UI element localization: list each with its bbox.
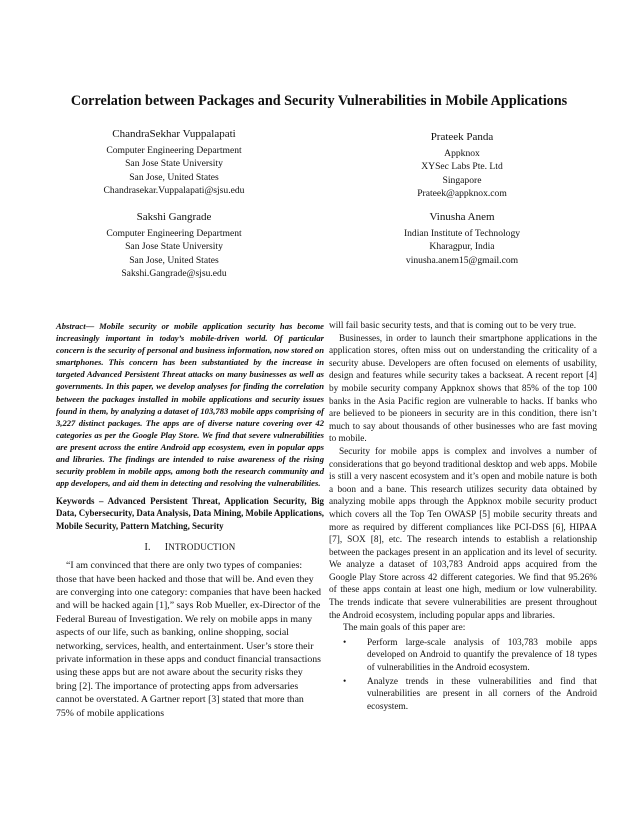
author-block-1: [64, 128, 284, 197]
keywords: Keywords – Advanced Persistent Threat, Application Security, Big Data, Cybersecurity, Data Analysis, Data Mining, Mobile Applications, Mobile Security, Pattern Matching, Security: [56, 496, 324, 531]
paper-title: Correlation between Packages and Security Vulnerabilities in Mobile Applications: [70, 93, 568, 109]
author-email: Chandrasekar.Vuppalapati@sjsu.edu: [103, 184, 245, 196]
bullet: •: [343, 637, 347, 648]
list-item: [343, 676, 597, 714]
paragraph: Businesses, in order to launch their smartphone applications in the application stores, often miss out on understanding the criticality of a security abuse. Developers are often focused on elements of usability, design and features while security takes a backseat. A recent report [4] by mobile security company Appknox shows that 85% of the top 100 banks in the Asia Pacific region are vulnerable to hacks. If banks who are believed to be pioneers in security are in this condition, there isn’t much to say about thousands of other businesses who are fast moving to mobile.: [329, 333, 597, 445]
list-item-text: Perform large-scale analysis of 103,783 mobile apps developed on Android to quantify the prevalence of 18 types of vulnerabilities in the Android ecosystem.: [367, 637, 597, 674]
section-title-rest: NTRODUCTION: [168, 541, 236, 552]
author-affiliation: Computer Engineering Department: [106, 228, 242, 240]
author-name: Sakshi Gangrade: [136, 211, 212, 223]
author-affiliation: Appknox: [444, 148, 480, 160]
author-name: Prateek Panda: [430, 131, 494, 143]
author-affiliation: Computer Engineering Department: [106, 145, 242, 157]
author-affiliation: San Jose State University: [125, 241, 223, 253]
author-affiliation: Indian Institute of Technology: [403, 228, 521, 240]
section-number: I.: [144, 541, 151, 553]
author-name: Vinusha Anem: [429, 211, 495, 223]
author-email: Sakshi.Gangrade@sjsu.edu: [121, 267, 227, 279]
author-affiliation: San Jose State University: [125, 158, 223, 170]
bullet: •: [343, 676, 347, 687]
goals-list: [329, 637, 597, 714]
paragraph: will fail basic security tests, and that is coming out to be very true.: [329, 321, 577, 331]
right-column: [329, 320, 597, 714]
author-affiliation: San Jose, United States: [129, 171, 219, 183]
author-affiliation: XYSec Labs Pte. Ltd: [421, 161, 503, 173]
goals-intro: The main goals of this paper are:: [343, 623, 466, 634]
author-email: vinusha.anem15@gmail.com: [405, 254, 519, 266]
author-affiliation: Kharagpur, India: [429, 241, 495, 253]
author-name: ChandraSekhar Vuppalapati: [112, 128, 236, 140]
list-item-text: Analyze trends in these vulnerabilities and find that vulnerabilities are present in all corners of the Android ecosystem.: [367, 676, 597, 712]
section-heading: [56, 541, 324, 555]
intro-paragraph: “I am convinced that there are only two types of companies: those that have been hacked and those that will be. And even they are converging into one category: companies that have been hacked and will be hacked again [1],” says Rob Mueller, ex-Director of the Federal Bureau of Investigation. We rely on mobile apps in many aspects of our life, such as banking, online shopping, social networking, services, health, and entertainment. User’s store their private information in these apps and conduct financial transactions using these apps but are not aware about the security risks they bring [2]. The importance of protecting apps from adversaries cannot be overstated. A Gartner report [3] stated that more than 75% of mobile applications: [56, 560, 322, 719]
author-email: Prateek@appknox.com: [417, 187, 507, 199]
list-item: [343, 637, 597, 675]
left-column: [56, 320, 324, 720]
author-affiliation: Singapore: [442, 174, 482, 186]
author-block-3: [64, 211, 284, 280]
abstract: Abstract— Mobile security or mobile application security has become increasingly important in today’s mobile-driven world. Of particular concern is the security of personal and business information, now stored on smartphones. This concern has been substantiated by the increase in targeted Advanced Persistent Threat attacks on many businesses as well as governments. In this paper, we develop analyses for finding the correlation between the packages installed in mobile applications and security issues found in them, by analyzing a dataset of 103,783 mobile apps comprising of 3,227 distinct packages. The apps are of diverse nature covering over 42 categories as per the Google Play Store. We find that severe vulnerabilities are present across the entire Android app ecosystem, even in popular apps and libraries. The findings are intended to raise awareness of the rising security problem in mobile apps, among both the research community and app developers, and aid them in detecting and resolving the vulnerabilities.: [56, 321, 324, 489]
paragraph: Security for mobile apps is complex and involves a number of considerations that go beyond traditional desktop and web apps. Mobile is still a very nascent ecosystem and it’s open and mobile nature is both a boon and a bane. This research utilizes security data obtained by analyzing mobile apps through the Appknox mobile security product which covers all the Top Ten OWASP [5] mobile security threats and more as required by different compliances like PCI-DSS [6], HIPAA [7], SOX [8], etc. The research intends to establish a relationship between the packages present in an application and its level of security. We analyze a dataset of 103,783 Android apps acquired from the Google Play Store across 42 different categories. We find that 95.26% of these apps contain at least one high, medium or low vulnerability. The trends indicate that severe vulnerabilities are present throughout the Android ecosystem, including popular apps and libraries.: [329, 446, 597, 621]
author-affiliation: San Jose, United States: [129, 254, 219, 266]
author-block-2: [352, 131, 572, 200]
section-title-initial: I: [164, 541, 169, 553]
author-block-4: [352, 211, 572, 267]
